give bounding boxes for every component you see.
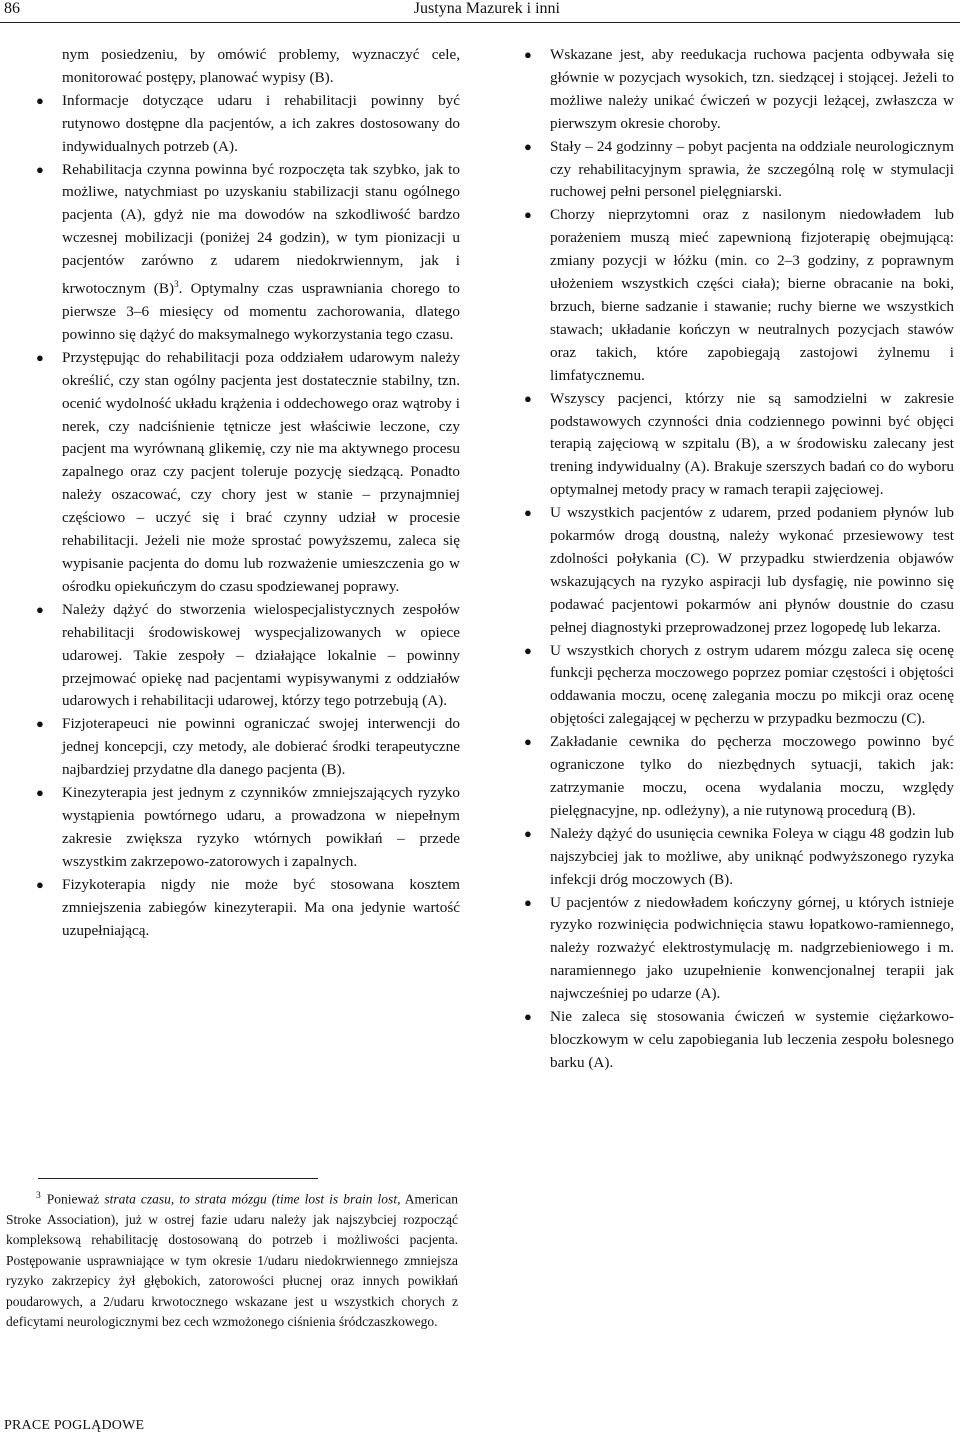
list-item-text: Kinezyterapia jest jednym z czynników zmniejszających ryzyko wystąpienia powtórnego udaru, a prowadzona w niepełnym zakresie zwiększa ryzyko wtórnych powikłań – przede wszystkim zakrzepowo-zatorowych i zapalnych. [62,784,460,870]
list-item-text: Przystępując do rehabilitacji poza oddziałem udarowym należy określić, czy stan ogólny pacjenta jest dostatecznie stabilny, tzn. ocenić wydolność układu krążenia i oddechowego oraz wątroby i nerek, czy nadciśnienie tętnicze jest właściwie leczone, czy pacjent ma wyrównaną glikemię, czy nie ma aktywnego procesu zapalnego oraz czy pacjent toleruje pozycję siedzącą. Ponadto należy oszacować, czy chory jest w stanie – przynajmniej częściowo – uczyć się i brać czynny udział w procesie rehabilitacji. Jeżeli nie może sprostać powyższemu, zaleca się wypisanie pacjenta do domu lub rozważenie umieszczenia go w ośrodku opiekuńczym do czasu spodziewanej poprawy. [62,348,460,595]
bullet-icon: ● [36,92,44,108]
list-item [524,1006,954,1075]
bullet-icon: ● [524,1009,532,1025]
bullet-icon: ● [524,138,532,154]
footnote-lead: Ponieważ [46,1191,100,1207]
list-item-text: Rehabilitacja czynna powinna być rozpoczęta tak szybko, jak to możliwe, natychmiast po uzyskaniu stabilizacji stanu ogólnego pacjenta (A), gdyż nie ma dowodów na szkodliwość bardzo wczesnej mobilizacji (poniżej 24 godzin), w tym pionizacji u pacjentów zarówno z udarem niedokrwiennym, jak i krwotocznym (B) [62,160,460,298]
bullet-icon: ● [36,785,44,801]
list-item [36,713,460,782]
list-item [524,502,954,639]
list-item-text: Należy dążyć do usunięcia cewnika Foleya w ciągu 48 godzin lub najszybciej jak to możliwe, aby uniknąć podwyższonego ryzyka infekcji dróg moczowych (B). [550,824,954,888]
list-item [36,159,461,347]
bullet-icon: ● [36,716,44,732]
footnote-italic: strata czasu, to strata mózgu (time lost is brain lost, [104,1191,401,1207]
left-bullet-list [36,90,461,943]
list-item-text: U wszystkich chorych z ostrym udarem mózgu zaleca się ocenę funkcji pęcherza moczowego poprzez pomiar częstości i objętości oddawania moczu, ocenę zalegania moczu po mikcji oraz ocenę objętości zalegającej w pęcherzu w przypadku bezmoczu (C). [550,641,954,728]
bullet-icon: ● [524,825,532,841]
list-item-text-tail: . Optymalny czas usprawniania chorego to pierwsze 3–6 miesięcy od momentu zachorowania, dlatego powinno się dążyć do maksymalnego wykorzystania tego czasu. [62,280,461,343]
bullet-icon: ● [36,161,44,177]
bullet-icon: ● [524,207,532,223]
footnote-number: 3 [36,1191,41,1201]
footnote-reference[interactable]: 3 [174,279,179,290]
list-item-text: Fizjoterapeuci nie powinni ograniczać swojej interwencji do jednej koncepcji, czy metody, ale dobierać środki terapeutyczne najbardziej przydatne dla danego pacjenta (B). [62,715,460,779]
bullet-icon: ● [524,642,532,658]
list-item-text: Nie zaleca się stosowania ćwiczeń w systemie ciężarkowo-bloczkowym w celu zapobiegania lub leczenia zespołu bolesnego barku (A). [550,1008,954,1071]
list-item [524,731,954,823]
running-header-authors: Justyna Mazurek i inni [413,0,560,17]
list-item [524,136,954,205]
list-item-text: Zakładanie cewnika do pęcherza moczowego powinno być ograniczone tylko do niezbędnych sytuacji, takich jak: zatrzymanie moczu, ocena wydalania moczu, względy pielęgnacyjne, np. odleżyny), a nie rutynową procedurą (B). [550,733,954,819]
right-column [524,44,954,1075]
list-item [524,892,954,1007]
list-item-text: Chorzy nieprzytomni oraz z nasilonym niedowładem lub porażeniem muszą mieć zapewnioną fizjoterapię obejmującą: zmiany pozycji w łóżku (min. co 2–3 godziny, z poprawnym ułożeniem wszystkich części ciała); bierne obracanie na boki, brzuch, bierne sadzanie i stawanie; ruchy bierne we wszystkich stawach; układanie kończyn w neutralnych pozycjach stawów oraz takich, które zapobiegają zastojowi żylnemu i limfatycznemu. [550,206,954,384]
list-item [524,640,954,732]
right-bullet-list [524,44,954,1075]
list-item [36,90,460,159]
list-item-text: Należy dążyć do stworzenia wielospecjalistycznych zespołów rehabilitacji środowiskowej wyspecjalizowanych w opiece udarowej. Takie zespoły – działające lokalnie – powinny przejmować opiekę nad pacjentami wypisywanymi z oddziałów udarowych i rehabilitacji udarowej, którzy tego potrzebują (A). [62,600,460,710]
footnote-rule [38,1178,318,1179]
bullet-icon: ● [524,390,532,406]
list-item-text: U pacjentów z niedowładem kończyny górnej, u których istnieje ryzyko rozwinięcia podwichnięcia stawu łopatkowo-ramiennego, należy rozważyć elektrostymulację m. nadgrzebieniowego i m. naramiennego jako uzupełnienie konwencjonalnej terapii jak najwcześniej po udarze (A). [550,893,954,1003]
list-item [36,874,460,943]
list-item [36,782,460,874]
list-item [36,599,460,714]
list-item-text: Informacje dotyczące udaru i rehabilitacji powinny być rutynowo dostępne dla pacjentów, a ich zakres dostosowany do indywidualnych potrzeb (A). [62,91,460,155]
list-item [36,347,460,599]
bullet-icon: ● [524,894,532,910]
continued-paragraph: nym posiedzeniu, by omówić problemy, wyznaczyć cele, monitorować postępy, planować wypisy (B). [62,46,460,86]
bullet-icon: ● [524,47,532,62]
list-item-text: Stały – 24 godzinny – pobyt pacjenta na oddziale neurologicznym czy rehabilitacyjnym sprawia, że szczególną rolę w stymulacji ruchowej pełni personel pielęgniarski. [550,137,954,201]
header-rule [0,22,960,23]
section-label: PRACE POGLĄDOWE [4,1418,145,1433]
list-item [524,823,954,892]
bullet-icon: ● [36,601,44,617]
bullet-icon: ● [36,349,44,365]
list-item [524,44,954,136]
footnote-text: American Stroke Association), już w ostrej fazie udaru należy jak najszybciej rozpocząć kompleksową rehabilitację dostosowaną do potrzeb i możliwości pacjenta. Postępowanie usprawniające w tym okresie 1/udaru niedokrwiennego zmniejsza ryzyko zakrzepicy żył głębokich, zatorowości płucnej oraz innych powikłań poudarowych, a 2/udaru krwotocznego wskazane jest u wszystkich chorych z deficytami neurologicznymi bez cech wzmożonego ciśnienia śródczaszkowego. [6,1191,459,1329]
list-item [524,204,954,387]
list-item-text: Fizykoterapia nigdy nie może być stosowana kosztem zmniejszenia zabiegów kinezyterapii. Ma ona jedynie wartość uzupełniającą. [62,875,460,939]
list-item-text: Wszyscy pacjenci, którzy nie są samodzielni w zakresie podstawowych czynności dnia codziennego powinni być objęci terapią zajęciową w szpitalu (B), a w środowisku zalecany jest trening indywidualny (A). Brakuje szerszych badań co do wyboru optymalnej metody pracy w ramach terapii zajęciowej. [550,389,954,499]
page-number: 86 [4,0,20,17]
list-item [524,388,954,503]
footnote [6,1186,458,1332]
list-item-text: Wskazane jest, aby reedukacja ruchowa pacjenta odbywała się głównie w pozycjach wysokich, tzn. siedzącej i stojącej. Jeżeli to możliwe należy unikać ćwiczeń w pozycji leżącej, zwłaszcza w pierwszym okresie choroby. [550,46,954,132]
bullet-icon: ● [36,876,44,892]
bullet-icon: ● [524,734,532,750]
list-item-text: U wszystkich pacjentów z udarem, przed podaniem płynów lub pokarmów drogą doustną, należy wykonać przesiewowy test zdolności połykania (C). W przypadku stwierdzenia objawów wskazujących na ryzyko aspiracji lub dysfagię, nie powinno się podawać pacjentowi pokarmów ani płynów doustnie do czasu pełnej diagnostyki przeprowadzonej przez logopedę lub lekarza. [550,504,954,636]
bullet-icon: ● [524,505,532,521]
left-column [36,44,461,942]
